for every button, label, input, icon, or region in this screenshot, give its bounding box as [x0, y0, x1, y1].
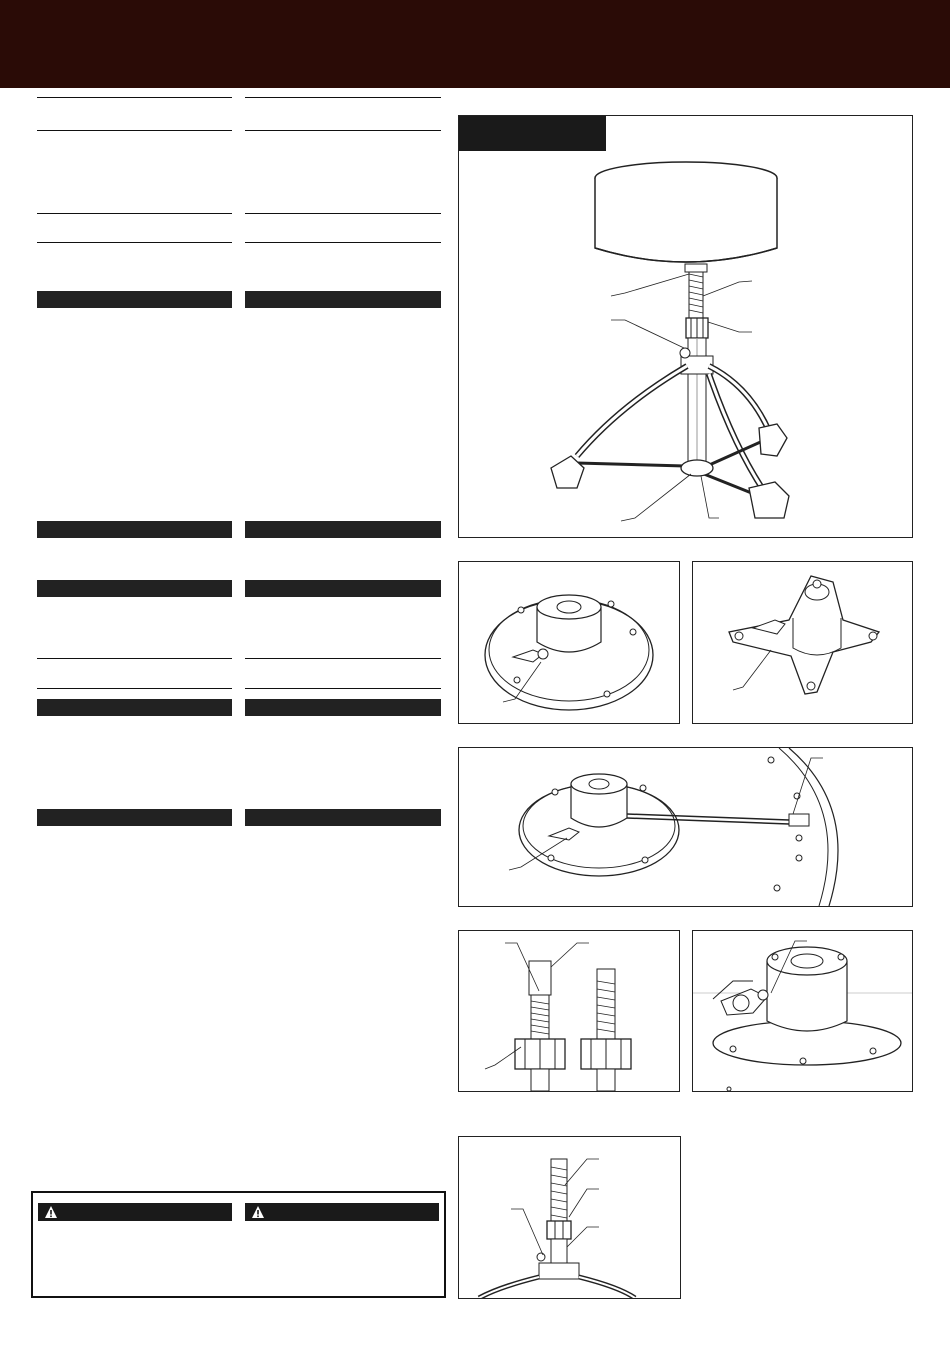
warning-triangle-icon	[44, 1205, 58, 1219]
section-header-band	[37, 699, 232, 716]
section-header-band	[245, 580, 441, 597]
seat-base-illustration	[459, 562, 679, 723]
section-header-band	[37, 291, 232, 308]
section-header-band	[245, 809, 441, 826]
rule	[245, 658, 441, 659]
figure-tag	[459, 116, 606, 151]
figure-spindle-detail	[458, 930, 680, 1092]
figure-throne-overview	[458, 115, 913, 538]
section-header-band	[245, 291, 441, 308]
section-header-band	[37, 521, 232, 538]
warning-box	[31, 1191, 446, 1298]
rule	[245, 97, 441, 98]
rule	[245, 242, 441, 243]
rule	[37, 658, 232, 659]
spindle-detail-illustration	[459, 931, 679, 1091]
warning-band	[245, 1203, 439, 1221]
section-header-band	[37, 809, 232, 826]
figure-base-wrench	[458, 747, 913, 907]
throne-illustration	[459, 116, 912, 537]
section-header-band	[245, 521, 441, 538]
rule	[245, 688, 441, 689]
rule	[37, 130, 232, 131]
rule	[37, 242, 232, 243]
rule	[245, 213, 441, 214]
section-header-band	[245, 699, 441, 716]
figure-seat-clamp	[692, 930, 913, 1092]
seat-clamp-illustration	[693, 931, 912, 1091]
header-bar	[0, 0, 950, 88]
rule	[37, 213, 232, 214]
base-wrench-illustration	[459, 748, 912, 906]
rule	[37, 688, 232, 689]
section-header-band	[37, 580, 232, 597]
rule	[245, 130, 441, 131]
figure-tripod-base	[692, 561, 913, 724]
figure-seat-base	[458, 561, 680, 724]
figure-height-adjust	[458, 1136, 681, 1299]
rule	[37, 97, 232, 98]
height-adjust-illustration	[459, 1137, 680, 1298]
warning-triangle-icon	[251, 1205, 265, 1219]
warning-band	[38, 1203, 232, 1221]
tripod-base-illustration	[693, 562, 912, 723]
